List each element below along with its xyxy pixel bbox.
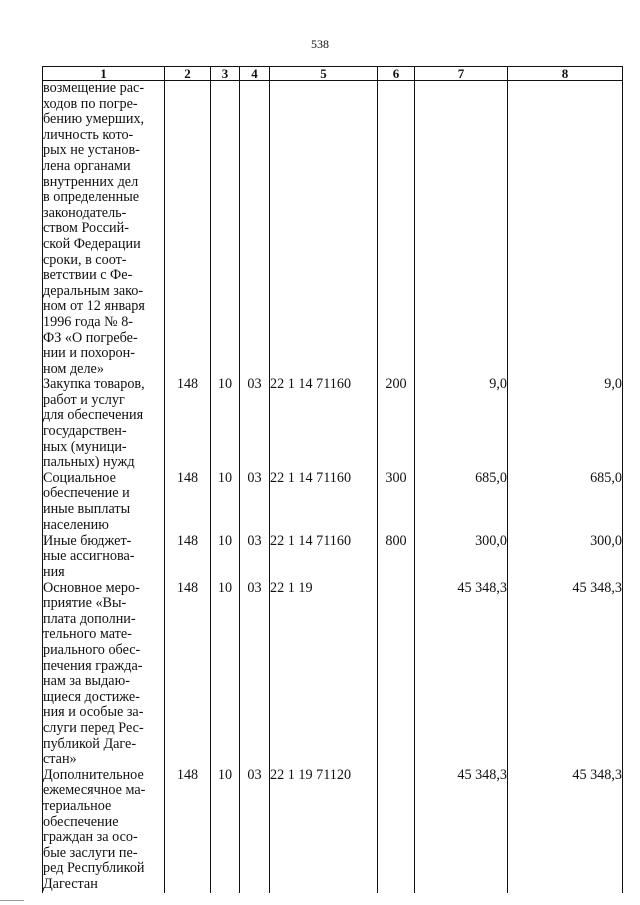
subsection-code: 03 [240,581,270,768]
expense-name-cell [43,471,165,534]
ministry-code: 148 [165,377,211,471]
ministry-code: 148 [165,471,211,534]
amount-column-8: 45 348,3 [508,768,623,893]
amount-column-8: 45 348,3 [508,581,623,768]
column-header: 2 [165,67,211,81]
subsection-code: 03 [240,534,270,581]
amount-column-8 [508,81,623,378]
expense-type-code [378,81,415,378]
page-number: 538 [311,37,329,51]
amount-column-8: 685,0 [508,471,623,534]
expense-name: Иные бюджет- ные ассигнова- ния [43,532,135,581]
subsection-code: 03 [240,471,270,534]
column-header: 1 [43,67,165,81]
page-edge-mark [0,900,24,901]
budget-table [42,66,623,893]
column-header: 3 [211,67,240,81]
expense-name: Социальное обеспечение и иные выплаты населению [43,469,131,533]
target-item-code: 22 1 19 [270,581,378,768]
expense-name: Основное меро- приятие «Вы- плата дополни- тельного мате- риального обес- печения гражда- нам за выдаю- щиеся достиже- ния и особые за- слуги перед Рес- публикой Даге- стан» [43,579,144,768]
subsection-code: 03 [240,377,270,471]
amount-column-8: 300,0 [508,534,623,581]
table-row [43,581,623,768]
section-code: 10 [211,768,240,893]
target-item-code: 22 1 14 71160 [270,534,378,581]
expense-name-cell [43,768,165,893]
target-item-code: 22 1 14 71160 [270,377,378,471]
column-header: 7 [415,67,508,81]
amount-column-7: 45 348,3 [415,581,508,768]
section-code [211,81,240,378]
expense-name-cell [43,534,165,581]
expense-type-code: 800 [378,534,415,581]
section-code: 10 [211,534,240,581]
amount-column-7: 685,0 [415,471,508,534]
expense-name-cell [43,581,165,768]
subsection-code: 03 [240,768,270,893]
table-row [43,471,623,534]
expense-name-cell [43,377,165,471]
ministry-code: 148 [165,581,211,768]
table-row [43,768,623,893]
section-code: 10 [211,581,240,768]
target-item-code: 22 1 19 71120 [270,768,378,893]
expense-type-code [378,768,415,893]
column-header: 5 [270,67,378,81]
ministry-code: 148 [165,534,211,581]
expense-type-code [378,581,415,768]
target-item-code [270,81,378,378]
amount-column-7: 45 348,3 [415,768,508,893]
ministry-code [165,81,211,378]
expense-type-code: 200 [378,377,415,471]
amount-column-7: 9,0 [415,377,508,471]
column-header: 8 [508,67,623,81]
section-code: 10 [211,377,240,471]
table-row [43,377,623,471]
amount-column-7: 300,0 [415,534,508,581]
amount-column-7 [415,81,508,378]
table-row [43,534,623,581]
expense-name: Закупка товаров, работ и услуг для обеспечения государствен- ных (муници- пальных) нужд [43,376,145,471]
amount-column-8: 9,0 [508,377,623,471]
target-item-code: 22 1 14 71160 [270,471,378,534]
column-header: 6 [378,67,415,81]
section-code: 10 [211,471,240,534]
expense-type-code: 300 [378,471,415,534]
expense-name-cell [43,81,165,378]
expense-name: возмещение рас- ходов по погре- бению умерших, личность кото- рых не установ- лена органами внутренних дел в определенные законодатель- ством Россий- ской Федерации сроки, в соот- ветствии с Фе- деральным зако- ном от 12 января 1996 года № 8- ФЗ «О погребе- нии и похорон- ном деле» [43,80,145,377]
column-header: 4 [240,67,270,81]
expense-name: Дополнительное ежемесячное ма- териальное обеспечение граждан за осо- бые заслуги пе- ред Республикой Дагестан [43,766,146,892]
subsection-code [240,81,270,378]
table-row [43,81,623,378]
ministry-code: 148 [165,768,211,893]
header-row [43,67,623,81]
